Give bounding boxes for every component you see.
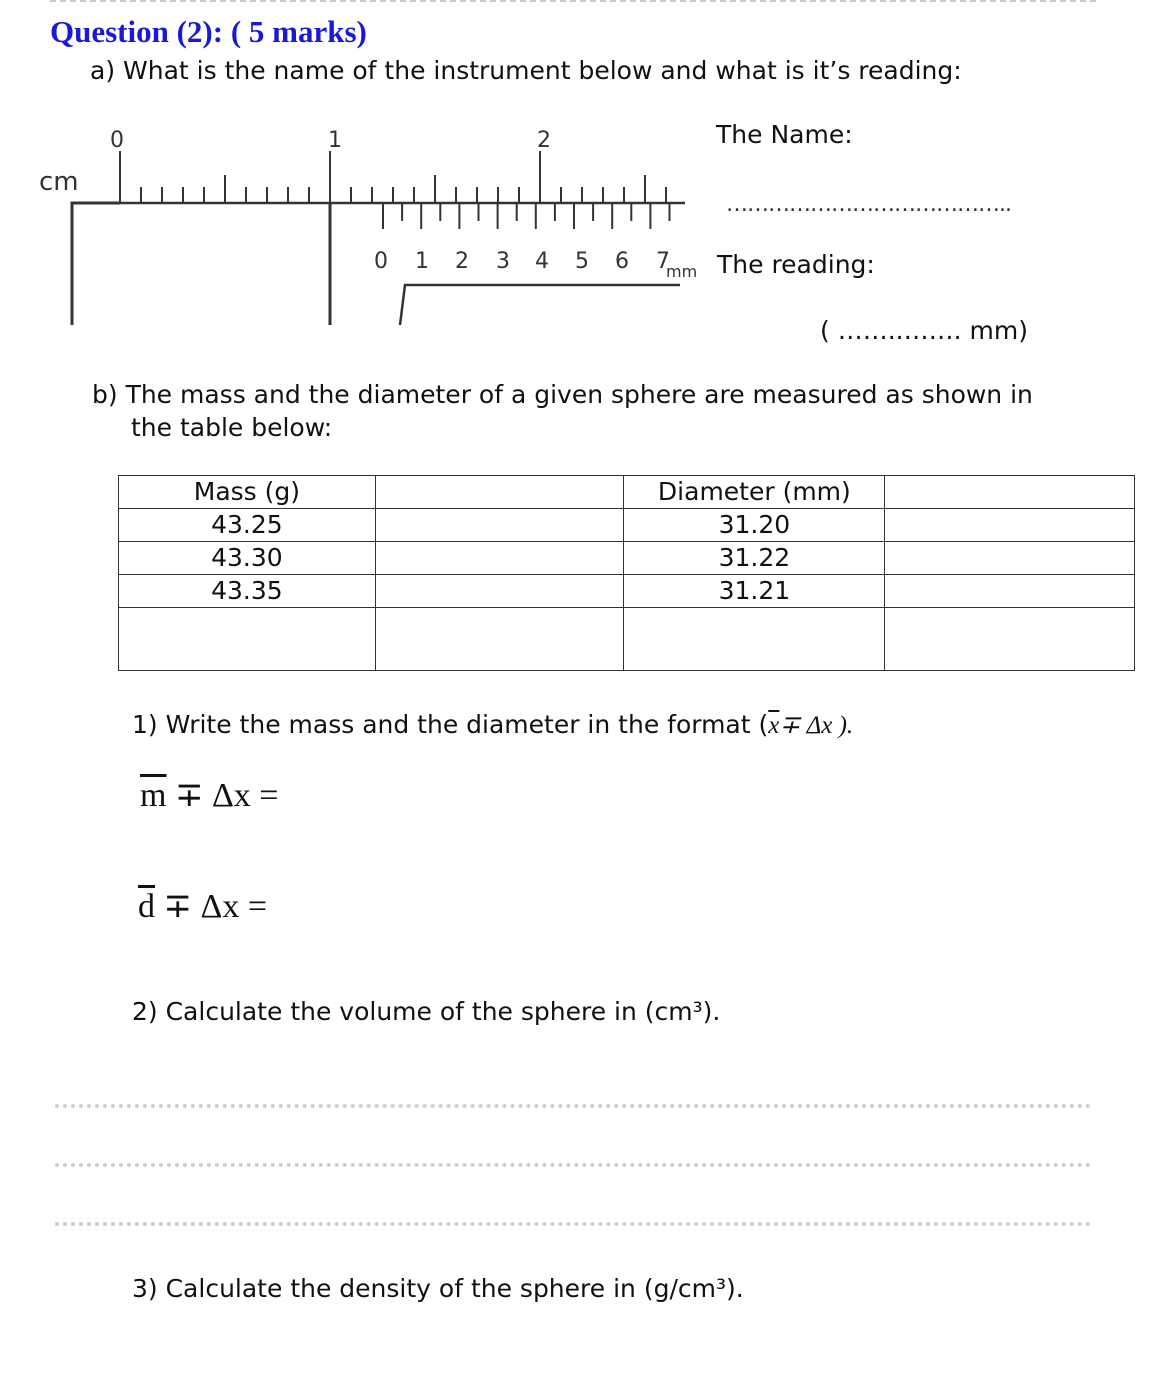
main-scale-number: 2: [537, 128, 551, 153]
caliper-unit-cm: cm: [39, 167, 79, 197]
table-cell: 31.22: [624, 542, 885, 575]
answer-line: [55, 1163, 1091, 1167]
name-answer-blank: …………………………………..: [726, 192, 1011, 217]
diameter-mean-symbol: $\overline{d}$: [138, 888, 155, 925]
name-label: The Name:: [716, 120, 853, 149]
vernier-number: 1: [415, 249, 429, 274]
vernier-number: 6: [615, 249, 629, 274]
table-header-mass: Mass (g): [119, 476, 376, 509]
table-cell: 43.30: [119, 542, 376, 575]
answer-line: [55, 1104, 1091, 1108]
question-3: 3) Calculate the density of the sphere in (g/cm³).: [132, 1274, 744, 1303]
table-cell: [375, 509, 624, 542]
mass-equation: [140, 775, 278, 815]
question-1-text: 1) Write the mass and the diameter in the format (: [132, 710, 769, 739]
table-cell: [885, 542, 1135, 575]
table-cell: 43.35: [119, 575, 376, 608]
part-b-intro-line2: the table below:: [131, 413, 333, 442]
table-cell: 31.20: [624, 509, 885, 542]
measurement-table: [118, 475, 1135, 671]
answer-line: [55, 1222, 1091, 1226]
question-2: 2) Calculate the volume of the sphere in (cm³).: [132, 997, 721, 1026]
table-header-diameter: Diameter (mm): [624, 476, 885, 509]
vernier-number: 5: [575, 249, 589, 274]
vernier-number: 0: [374, 249, 388, 274]
vernier-scale-ticks: [383, 203, 670, 229]
table-header-empty: [375, 476, 624, 509]
vernier-number: 4: [535, 249, 549, 274]
table-row: [119, 542, 1135, 575]
table-cell: 43.25: [119, 509, 376, 542]
table-cell: [375, 608, 624, 671]
table-cell: [885, 575, 1135, 608]
mass-equation-rest: ∓ Δx =: [166, 777, 279, 814]
table-cell: [375, 542, 624, 575]
table-cell: [375, 575, 624, 608]
format-x-bar: $\overline{x}$: [768, 712, 780, 739]
table-row: [119, 575, 1135, 608]
table-cell: 31.21: [624, 575, 885, 608]
vernier-caliper-diagram: [30, 115, 710, 330]
diameter-equation-rest: ∓ Δx =: [155, 888, 268, 925]
vernier-number: 7: [656, 249, 670, 274]
table-cell: [885, 608, 1135, 671]
vernier-unit-mm: mm: [666, 262, 698, 281]
part-a-question: a) What is the name of the instrument below and what is it’s reading:: [90, 56, 962, 85]
table-row-empty: [119, 608, 1135, 671]
reading-answer-blank: ( ……..……. mm): [820, 316, 1028, 345]
depth-rod: [400, 285, 680, 325]
question-title: Question (2): ( 5 marks): [50, 14, 367, 49]
vernier-number: 2: [455, 249, 469, 274]
vernier-number: 3: [496, 249, 510, 274]
table-header-row: [119, 476, 1135, 509]
table-row: [119, 509, 1135, 542]
table-cell: [624, 608, 885, 671]
main-scale-number: 0: [110, 128, 124, 153]
main-scale-number: 1: [328, 128, 342, 153]
part-b-intro-line1: b) The mass and the diameter of a given sphere are measured as shown in: [92, 380, 1033, 409]
table-cell: [885, 509, 1135, 542]
top-dashed-rule: [50, 0, 1096, 2]
main-scale-ticks: [120, 151, 666, 203]
table-header-empty: [885, 476, 1135, 509]
table-cell: [119, 608, 376, 671]
fixed-jaw: [72, 203, 120, 325]
reading-label: The reading:: [717, 250, 875, 279]
mass-mean-symbol: $\overline{m}$: [140, 777, 167, 814]
format-rest: ∓ Δx ).: [779, 712, 854, 739]
diameter-equation: [138, 886, 267, 926]
question-1: [132, 708, 853, 742]
